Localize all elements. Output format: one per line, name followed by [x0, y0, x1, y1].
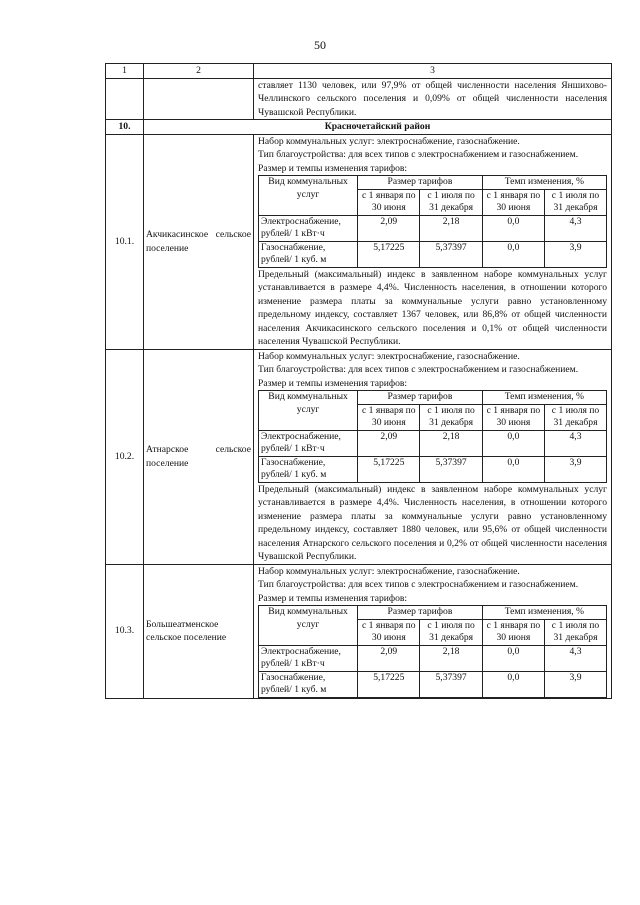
- header-period-2: с 1 июля по 31 декабря: [545, 619, 607, 645]
- header-period-2: с 1 июля по 31 декабря: [545, 404, 607, 430]
- table-cell: 5,37397: [420, 456, 482, 482]
- column-number-3: 3: [254, 64, 612, 79]
- section-content: [254, 134, 612, 349]
- header-tariff-size: Размер тарифов: [358, 176, 483, 190]
- table-cell: 3,9: [545, 241, 607, 267]
- header-tariff-size: Размер тарифов: [358, 391, 483, 405]
- table-cell: 0,0: [482, 430, 544, 456]
- services-set: Набор коммунальных услуг: электроснабжение, газоснабжение.: [258, 350, 520, 362]
- table-cell: 0,0: [482, 215, 544, 241]
- tariff-table: [258, 390, 607, 483]
- improvement-type: Тип благоустройства: для всех типов с электроснабжением и газоснабжением.: [258, 364, 579, 375]
- rates-title: Размер и темпы изменения тарифов:: [258, 377, 408, 389]
- table-cell: 5,17225: [358, 456, 420, 482]
- row-label-gas: Газоснабжение, рублей/ 1 куб. м: [259, 671, 358, 697]
- table-cell: 2,18: [420, 430, 482, 456]
- table-cell: 3,9: [545, 671, 607, 697]
- rates-title: Размер и темпы изменения тарифов:: [258, 162, 408, 174]
- section-row: [106, 564, 612, 698]
- table-cell: 5,17225: [358, 241, 420, 267]
- row-label-electricity: Электроснабжение, рублей/ 1 кВт·ч: [259, 645, 358, 671]
- section-content: [254, 564, 612, 698]
- table-cell: 0,0: [482, 241, 544, 267]
- table-cell: 4,3: [545, 645, 607, 671]
- table-cell: 0,0: [482, 456, 544, 482]
- table-cell: 5,17225: [358, 671, 420, 697]
- settlement-name: Большеатменское сельское поселение: [144, 564, 254, 698]
- document-table: [105, 63, 612, 699]
- header-period-2: с 1 июля по 31 декабря: [420, 404, 482, 430]
- improvement-type: Тип благоустройства: для всех типов с электроснабжением и газоснабжением.: [258, 579, 579, 590]
- improvement-type: Тип благоустройства: для всех типов с электроснабжением и газоснабжением.: [258, 149, 579, 160]
- table-cell: 2,09: [358, 645, 420, 671]
- column-number-1: 1: [106, 64, 144, 79]
- index-text: Предельный (максимальный) индекс в заявленном наборе коммунальных услуг устанавливается в размере 4,4%. Численность населения, в отношении которого изменение размера платы за коммунальные услуги равно установленному предельному индексу, составляет 1367 человек, или 86,8% от общей численности населения Акчикасинского сельского поселения и 0,1% от общей численности населения Чувашской Республики.: [258, 268, 607, 347]
- district-title: Красночетайский район: [144, 120, 612, 135]
- table-cell: 5,37397: [420, 241, 482, 267]
- table-cell: 4,3: [545, 215, 607, 241]
- header-period-2: с 1 июля по 31 декабря: [420, 189, 482, 215]
- header-service-kind: Вид коммунальных услуг: [259, 391, 358, 431]
- tariff-table: [258, 175, 607, 268]
- district-row: [106, 120, 612, 135]
- intro-row: [106, 78, 612, 120]
- row-label-electricity: Электроснабжение, рублей/ 1 кВт·ч: [259, 215, 358, 241]
- header-period-1: с 1 января по 30 июня: [482, 189, 544, 215]
- district-number: 10.: [106, 120, 144, 135]
- header-change-rate: Темп изменения, %: [482, 606, 606, 620]
- table-cell: 4,3: [545, 430, 607, 456]
- page-number: 50: [314, 38, 326, 52]
- header-period-1: с 1 января по 30 июня: [358, 619, 420, 645]
- header-period-2: с 1 июля по 31 декабря: [545, 189, 607, 215]
- header-period-1: с 1 января по 30 июня: [358, 189, 420, 215]
- intro-text: ставляет 1130 человек, или 97,9% от общей численности населения Яншихово-Челлинского сельского поселения и 0,09% от общей численности населения Чувашской Республики.: [254, 78, 612, 120]
- header-period-1: с 1 января по 30 июня: [482, 404, 544, 430]
- header-period-2: с 1 июля по 31 декабря: [420, 619, 482, 645]
- column-number-2: 2: [144, 64, 254, 79]
- header-service-kind: Вид коммунальных услуг: [259, 606, 358, 646]
- table-row: [259, 645, 607, 671]
- table-row: [259, 456, 607, 482]
- header-change-rate: Темп изменения, %: [482, 176, 606, 190]
- section-content: [254, 349, 612, 564]
- header-change-rate: Темп изменения, %: [482, 391, 606, 405]
- header-period-1: с 1 января по 30 июня: [482, 619, 544, 645]
- section-row: [106, 134, 612, 349]
- table-row: [259, 241, 607, 267]
- services-set: Набор коммунальных услуг: электроснабжение, газоснабжение.: [258, 565, 520, 577]
- tariff-table: [258, 605, 607, 698]
- row-label-gas: Газоснабжение, рублей/ 1 куб. м: [259, 456, 358, 482]
- table-cell: 2,18: [420, 215, 482, 241]
- index-text: Предельный (максимальный) индекс в заявленном наборе коммунальных услуг устанавливается в размере 4,4%. Численность населения, в отношении которого изменение размера платы за коммунальные услуги равно установленному предельному индексу, составляет 1880 человек, или 95,6% от общей численности населения Атнарского сельского поселения и 0,2% от общей численности населения Чувашской Республики.: [258, 483, 607, 562]
- header-tariff-size: Размер тарифов: [358, 606, 483, 620]
- section-number: 10.2.: [106, 349, 144, 564]
- row-label-gas: Газоснабжение, рублей/ 1 куб. м: [259, 241, 358, 267]
- table-cell: 5,37397: [420, 671, 482, 697]
- table-row: [259, 215, 607, 241]
- services-set: Набор коммунальных услуг: электроснабжение, газоснабжение.: [258, 135, 520, 147]
- table-cell: 2,09: [358, 430, 420, 456]
- header-service-kind: Вид коммунальных услуг: [259, 176, 358, 216]
- section-number: 10.3.: [106, 564, 144, 698]
- settlement-name: Атнарское сельское поселение: [144, 349, 254, 564]
- section-number: 10.1.: [106, 134, 144, 349]
- table-cell: 2,09: [358, 215, 420, 241]
- row-label-electricity: Электроснабжение, рублей/ 1 кВт·ч: [259, 430, 358, 456]
- section-row: [106, 349, 612, 564]
- column-header-row: [106, 64, 612, 79]
- table-cell: 0,0: [482, 645, 544, 671]
- table-row: [259, 671, 607, 697]
- settlement-name: Акчикасинское сельское поселение: [144, 134, 254, 349]
- table-cell: 2,18: [420, 645, 482, 671]
- rates-title: Размер и темпы изменения тарифов:: [258, 592, 408, 604]
- table-cell: 0,0: [482, 671, 544, 697]
- table-row: [259, 430, 607, 456]
- header-period-1: с 1 января по 30 июня: [358, 404, 420, 430]
- table-cell: 3,9: [545, 456, 607, 482]
